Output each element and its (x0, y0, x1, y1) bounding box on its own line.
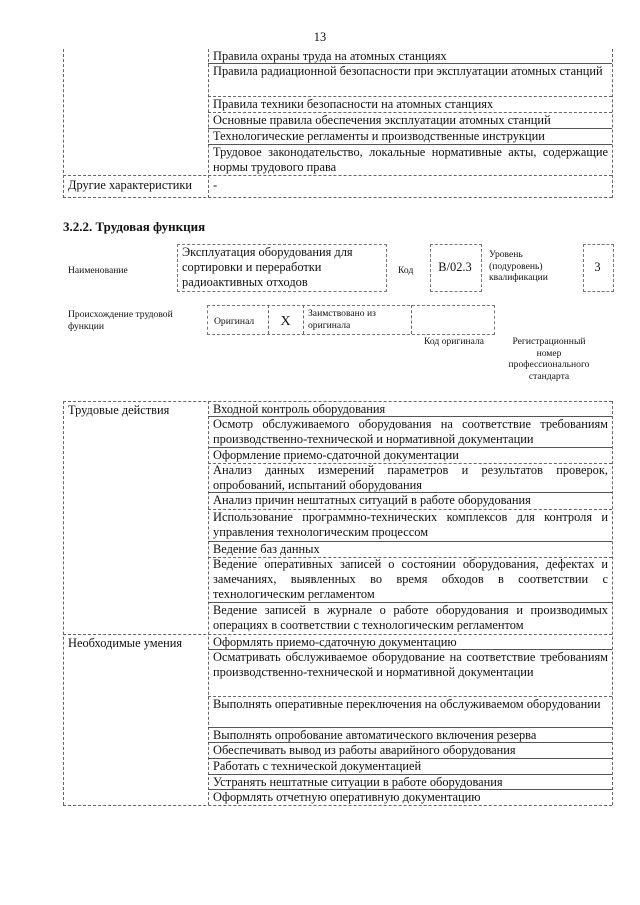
skill-item: Выполнять опробование автоматического включения резерва (213, 728, 537, 742)
requirement-row: Основные правила обеспечения эксплуатации атомных станций (213, 113, 551, 127)
action-item: Осмотр обслуживаемого оборудования на соответствие требованиям производственно-технической и нормативной документации (213, 417, 608, 446)
action-item: Анализ данных измерений параметров и результатов проверок, опробований, испытаний оборудования (213, 463, 608, 492)
page-number: 13 (313, 30, 327, 44)
section-title: 3.2.2. Трудовая функция (63, 219, 206, 234)
action-item: Использование программно-технических комплексов для контроля и управления технологическим процессом (213, 510, 608, 539)
requirement-row: Правила радиационной безопасности при эксплуатации атомных станций (213, 64, 603, 78)
skill-item: Устранять нештатные ситуации в работе оборудования (213, 775, 503, 789)
action-item: Оформление приемо-сдаточной документации (213, 448, 459, 462)
requirement-row: Правила охраны труда на атомных станциях (213, 49, 447, 63)
requirement-row: Трудовое законодательство, локальные нормативные акты, содержащие нормы трудового права (213, 145, 608, 174)
skill-item: Выполнять оперативные переключения на обслуживаемом оборудовании (213, 697, 601, 711)
original-mark: X (280, 314, 291, 329)
level-label: Уровень (подуровень) квалификации (489, 249, 548, 283)
action-item: Ведение оперативных записей о состоянии оборудования, дефектах и замечаниях, выявленных во время обходов в соответствии с технологическим регламентом (213, 557, 608, 601)
borrowed-label: Заимствовано из оригинала (308, 308, 376, 331)
reg-number-caption: Регистрационный номер профессионального стандарта (508, 336, 590, 382)
actions-label: Трудовые действия (68, 403, 170, 417)
function-code: B/02.3 (438, 260, 472, 274)
skill-item: Осматривать обслуживаемое оборудование на соответствие требованиям производственно-технической и нормативной документации (213, 650, 608, 679)
code-label: Код (398, 265, 414, 276)
code-original-caption: Код оригинала (423, 336, 485, 347)
action-item: Ведение записей в журнале о работе оборудования и производимых операциях в соответствии с технологическим регламентом (213, 603, 608, 632)
skill-item: Работать с технической документацией (213, 759, 422, 773)
action-item: Анализ причин нештатных ситуаций в работе оборудования (213, 493, 531, 507)
original-label: Оригинал (214, 316, 255, 327)
requirement-row: Правила техники безопасности на атомных станциях (213, 97, 494, 111)
other-characteristics-label: Другие характеристики (68, 178, 193, 192)
name-label: Наименование (68, 265, 128, 276)
skill-item: Обеспечивать вывод из работы аварийного оборудования (213, 743, 516, 757)
skill-item: Оформлять приемо-сдаточную документацию (213, 635, 457, 649)
action-item: Ведение баз данных (213, 542, 320, 556)
level-value: 3 (594, 260, 601, 274)
action-item: Входной контроль оборудования (213, 402, 386, 416)
other-characteristics-value: - (213, 178, 218, 192)
requirement-row: Технологические регламенты и производственные инструкции (213, 129, 545, 143)
skills-label: Необходимые умения (68, 636, 183, 650)
skill-item: Оформлять отчетную оперативную документацию (213, 790, 481, 804)
function-name: Эксплуатация оборудования для сортировки и переработки радиоактивных отходов (182, 245, 353, 289)
origin-label: Происхождение трудовой функции (68, 309, 173, 332)
